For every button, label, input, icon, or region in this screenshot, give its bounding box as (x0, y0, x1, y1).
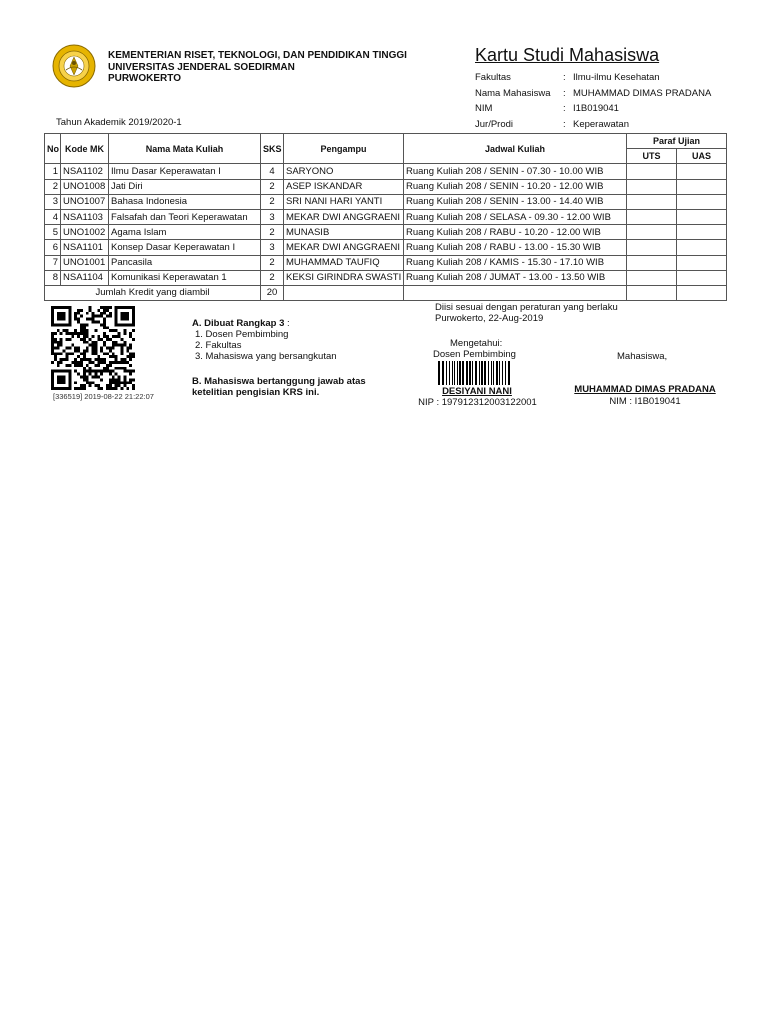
institution-header (108, 50, 407, 85)
table-row (45, 240, 727, 255)
info-separator: : (563, 103, 566, 114)
info-row-fakultas (475, 70, 711, 86)
cell-jadwal: Ruang Kuliah 208 / RABU - 13.00 - 15.30 WIB (404, 240, 627, 255)
place-date: Purwokerto, 22-Aug-2019 (435, 313, 544, 324)
info-separator: : (563, 87, 566, 99)
qr-timestamp: [336519] 2019-08-22 21:22:07 (53, 392, 154, 401)
cell-nama: Ilmu Dasar Keperawatan I (109, 164, 261, 179)
total-label: Jumlah Kredit yang diambil (45, 285, 261, 300)
table-row (45, 255, 727, 270)
page-title: Kartu Studi Mahasiswa (475, 45, 660, 65)
statement-text: Diisi sesuai dengan peraturan yang berlaku (435, 302, 618, 313)
info-value: Ilmu-ilmu Kesehatan (573, 72, 660, 83)
cell-no: 4 (45, 209, 61, 224)
table-row (45, 164, 727, 179)
cell-no: 6 (45, 240, 61, 255)
cell-nama: Jati Diri (109, 179, 261, 194)
cell-pengampu: MEKAR DWI ANGGRAENI (284, 209, 404, 224)
advisor-signature-block (412, 302, 618, 360)
cell-kode: NSA1103 (61, 209, 109, 224)
city-name: PURWOKERTO (108, 73, 181, 84)
header-nama: Nama Mata Kuliah (109, 134, 261, 164)
cell-uts (627, 179, 677, 194)
cell-kode: UNO1008 (61, 179, 109, 194)
cell-sks: 2 (261, 270, 284, 285)
header-kode: Kode MK (61, 134, 109, 164)
info-label: Fakultas (475, 72, 511, 83)
cell-uas (677, 209, 727, 224)
cell-uts (627, 194, 677, 209)
cell-uas (677, 225, 727, 240)
table-total-row (45, 285, 727, 300)
cell-nama: Falsafah dan Teori Keperawatan (109, 209, 261, 224)
student-info (475, 70, 711, 132)
student-nim: NIM : I1B019041 (609, 396, 681, 407)
advisor-role: Dosen Pembimbing (433, 349, 516, 360)
info-row-nim (475, 101, 711, 117)
cell-uas (677, 179, 727, 194)
info-label: NIM (475, 103, 493, 114)
table-row (45, 194, 727, 209)
cell-empty (404, 285, 627, 300)
info-separator: : (563, 72, 566, 83)
header-jadwal: Jadwal Kuliah (404, 134, 627, 164)
header-paraf: Paraf Ujian (627, 134, 727, 149)
info-value: MUHAMMAD DIMAS PRADANA (573, 87, 712, 99)
table-header-row (45, 134, 727, 149)
cell-kode: UNO1007 (61, 194, 109, 209)
cell-no: 8 (45, 270, 61, 285)
ministry-name: KEMENTERIAN RISET, TEKNOLOGI, DAN PENDIDIKAN TINGGI (108, 50, 407, 61)
cell-jadwal: Ruang Kuliah 208 / SENIN - 10.20 - 12.00 WIB (404, 179, 627, 194)
student-role: Mahasiswa, (617, 351, 668, 362)
note-b-line: ketelitian pengisian KRS ini. (192, 387, 320, 398)
cell-uas (677, 255, 727, 270)
note-a-item: 1. Dosen Pembimbing (195, 329, 289, 340)
note-b-line: B. Mahasiswa bertanggung jawab atas (192, 376, 366, 387)
student-name: MUHAMMAD DIMAS PRADANA (574, 384, 716, 395)
info-separator: : (563, 118, 566, 130)
cell-pengampu: SARYONO (284, 164, 404, 179)
university-logo (52, 44, 96, 88)
barcode (437, 361, 513, 385)
cell-empty (677, 285, 727, 300)
cell-pengampu: ASEP ISKANDAR (284, 179, 404, 194)
cell-jadwal: Ruang Kuliah 208 / JUMAT - 13.00 - 13.50 WIB (404, 270, 627, 285)
info-label: Jur/Prodi (475, 118, 514, 130)
cell-uts (627, 209, 677, 224)
cell-uas (677, 194, 727, 209)
total-sks: 20 (261, 285, 284, 300)
cell-pengampu: MUHAMMAD TAUFIQ (284, 255, 404, 270)
table-row (45, 179, 727, 194)
academic-year: Tahun Akademik 2019/2020-1 (56, 117, 182, 128)
notes (192, 318, 366, 398)
cell-kode: NSA1101 (61, 240, 109, 255)
cell-nama: Komunikasi Keperawatan 1 (109, 270, 261, 285)
cell-kode: UNO1001 (61, 255, 109, 270)
cell-nama: Agama Islam (109, 225, 261, 240)
cell-pengampu: MEKAR DWI ANGGRAENI (284, 240, 404, 255)
cell-no: 1 (45, 164, 61, 179)
cell-uts (627, 255, 677, 270)
advisor-nip: NIP : 197912312003122001 (418, 397, 537, 408)
cell-nama: Konsep Dasar Keperawatan I (109, 240, 261, 255)
header-uts: UTS (627, 149, 677, 164)
header-sks: SKS (261, 134, 284, 164)
info-value: Keperawatan (573, 118, 629, 130)
cell-no: 2 (45, 179, 61, 194)
cell-sks: 4 (261, 164, 284, 179)
info-row-prodi (475, 117, 711, 133)
cell-jadwal: Ruang Kuliah 208 / SENIN - 07.30 - 10.00 WIB (404, 164, 627, 179)
cell-kode: UNO1002 (61, 225, 109, 240)
info-row-nama (475, 86, 711, 102)
cell-pengampu: MUNASIB (284, 225, 404, 240)
course-table (44, 133, 727, 301)
cell-sks: 2 (261, 179, 284, 194)
cell-sks: 3 (261, 240, 284, 255)
cell-sks: 2 (261, 255, 284, 270)
cell-pengampu: SRI NANI HARI YANTI (284, 194, 404, 209)
header-uas: UAS (677, 149, 727, 164)
info-value: I1B019041 (573, 103, 619, 114)
cell-no: 5 (45, 225, 61, 240)
cell-jadwal: Ruang Kuliah 208 / KAMIS - 15.30 - 17.10 WIB (404, 255, 627, 270)
cell-jadwal: Ruang Kuliah 208 / SENIN - 13.00 - 14.40 WIB (404, 194, 627, 209)
cell-uts (627, 164, 677, 179)
cell-uts (627, 270, 677, 285)
cell-uts (627, 225, 677, 240)
note-a-item: 3. Mahasiswa yang bersangkutan (195, 351, 337, 362)
table-row (45, 225, 727, 240)
cell-empty (627, 285, 677, 300)
cell-no: 7 (45, 255, 61, 270)
cell-jadwal: Ruang Kuliah 208 / RABU - 10.20 - 12.00 WIB (404, 225, 627, 240)
cell-empty (284, 285, 404, 300)
note-a-item: 2. Fakultas (195, 340, 242, 351)
table-row (45, 270, 727, 285)
acknowledged-label: Mengetahui: (450, 338, 503, 349)
cell-uas (677, 270, 727, 285)
advisor-name: DESIYANI NANI (442, 386, 512, 397)
header-no: No (45, 134, 61, 164)
university-name: UNIVERSITAS JENDERAL SOEDIRMAN (108, 61, 295, 73)
cell-nama: Bahasa Indonesia (109, 194, 261, 209)
cell-uas (677, 164, 727, 179)
header-pengampu: Pengampu (284, 134, 404, 164)
cell-kode: NSA1102 (61, 164, 109, 179)
table-row (45, 209, 727, 224)
info-label: Nama Mahasiswa (475, 87, 551, 99)
cell-no: 3 (45, 194, 61, 209)
cell-uas (677, 240, 727, 255)
cell-sks: 3 (261, 209, 284, 224)
cell-jadwal: Ruang Kuliah 208 / SELASA - 09.30 - 12.00 WIB (404, 209, 627, 224)
note-a-title: A. Dibuat Rangkap 3 : (192, 318, 290, 329)
cell-pengampu: KEKSI GIRINDRA SWASTI (284, 270, 404, 285)
cell-uts (627, 240, 677, 255)
cell-sks: 2 (261, 194, 284, 209)
cell-sks: 2 (261, 225, 284, 240)
cell-kode: NSA1104 (61, 270, 109, 285)
cell-nama: Pancasila (109, 255, 261, 270)
qr-code (49, 306, 137, 390)
